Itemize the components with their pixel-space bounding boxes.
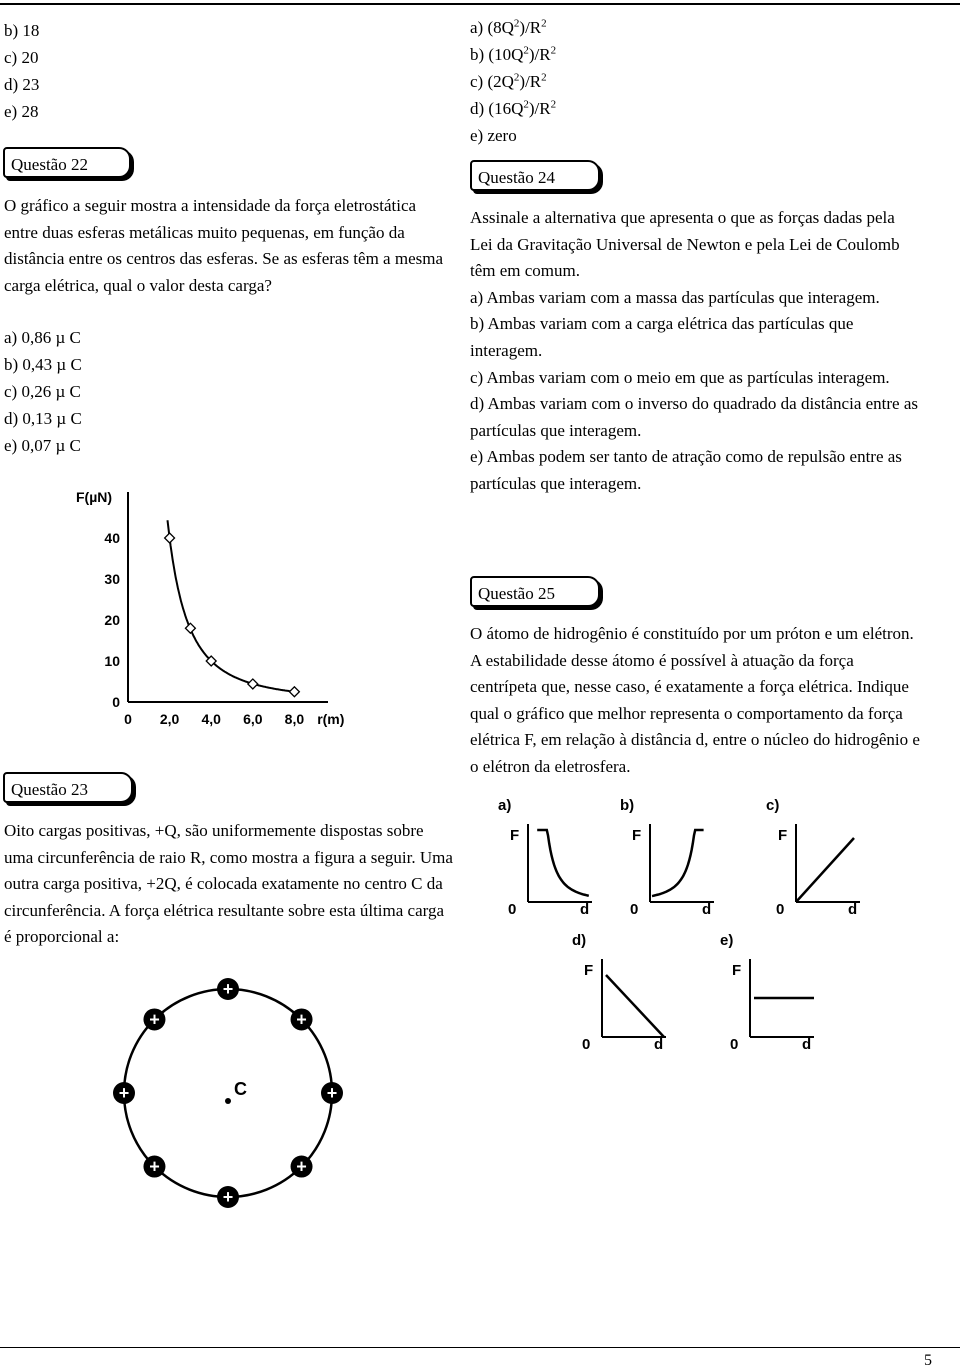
charges-circle-figure xyxy=(100,975,360,1225)
q23-option: b) $(10Q^2)/R^2$ xyxy=(470,44,557,64)
q24-text xyxy=(470,205,920,498)
q23-text xyxy=(4,818,454,951)
force-curve xyxy=(168,520,295,691)
q21-options xyxy=(4,17,39,125)
graph-origin-label: 0 xyxy=(582,1036,591,1053)
graph-x-label: d xyxy=(702,901,712,918)
y-tick-label: 30 xyxy=(104,571,120,587)
q24-label: Questão 24 xyxy=(470,160,600,191)
x-tick-label: 6,0 xyxy=(243,711,263,727)
graph-curve xyxy=(537,830,589,896)
q22-option: b) 0,43 µ C xyxy=(4,355,82,374)
graph-letter: e) xyxy=(720,932,734,949)
graph-curve xyxy=(652,830,704,896)
y-tick-label: 0 xyxy=(112,694,120,710)
q24-option: b) Ambas variam com a carga elétrica das partículas que interagem. xyxy=(470,314,854,360)
x-tick-label: 0 xyxy=(124,711,132,727)
q24-option: a) Ambas variam com a massa das partículas que interagem. xyxy=(470,287,880,307)
charge-sign: + xyxy=(326,1083,338,1103)
graph-x-label: d xyxy=(580,901,590,918)
graph-origin-label: 0 xyxy=(508,901,517,918)
page-number: 5 xyxy=(924,1352,932,1369)
q22-statement: O gráfico a seguir mostra a intensidade da força eletrostática entre duas esferas metálicas muito pequenas, em função da distância entre os centros das esferas. Se as esferas têm a mesma carga elétrica, qual o valor desta carga? xyxy=(4,196,443,295)
q21-option: b) 18 xyxy=(4,21,40,40)
q25-graph xyxy=(766,797,860,918)
graph-y-label: F xyxy=(510,827,520,844)
q25-text xyxy=(470,621,925,781)
y-tick-label: 40 xyxy=(104,530,120,546)
graph-curve xyxy=(796,838,854,902)
graph-curve xyxy=(606,975,664,1037)
data-point xyxy=(165,533,175,543)
graph-letter: d) xyxy=(572,932,587,949)
q25-graphs xyxy=(480,790,900,1060)
q24-option: e) Ambas podem ser tanto de atração como de repulsão entre as partículas que interagem. xyxy=(470,447,902,493)
x-tick-label: 4,0 xyxy=(201,711,221,727)
graph-letter: b) xyxy=(620,797,635,814)
data-point xyxy=(185,623,195,633)
charge-sign: + xyxy=(296,1009,307,1030)
q25-label: Questão 25 xyxy=(470,576,600,607)
graph-origin-label: 0 xyxy=(630,901,639,918)
charge-sign: + xyxy=(149,1156,160,1177)
q24-option: d) Ambas variam com o inverso do quadrado da distância entre as partículas que interagem. xyxy=(470,394,919,440)
q23-label: Questão 23 xyxy=(3,772,133,803)
q23-options xyxy=(470,14,556,149)
q23-option: e) zero xyxy=(470,126,517,145)
q21-option: c) 20 xyxy=(4,48,39,67)
graph-y-label: F xyxy=(632,827,642,844)
q22-text xyxy=(4,193,452,299)
x-tick-label: 2,0 xyxy=(159,711,180,727)
q25-graph xyxy=(572,932,666,1053)
y-tick-label: 20 xyxy=(104,612,120,628)
charge-sign: + xyxy=(222,979,234,999)
q23-option: d) $(16Q^2)/R^2$ xyxy=(470,98,557,118)
graph-x-label: d xyxy=(654,1036,664,1053)
graph-letter: a) xyxy=(498,797,512,814)
q24-statement: Assinale a alternativa que apresenta o que as forças dadas pela Lei da Gravitação Universal de Newton e pela Lei de Coulomb têm em comum. xyxy=(470,208,900,281)
graph-origin-label: 0 xyxy=(776,901,785,918)
graph-x-label: d xyxy=(848,901,858,918)
charge-sign: + xyxy=(149,1009,160,1030)
graph-letter: c) xyxy=(766,797,780,814)
q25-graph xyxy=(720,932,814,1053)
charge-sign: + xyxy=(118,1083,130,1103)
graph-y-label: F xyxy=(584,962,594,979)
q22-option: d) 0,13 µ C xyxy=(4,409,82,428)
center-label: C xyxy=(234,1079,247,1099)
q21-option: e) 28 xyxy=(4,102,39,121)
graph-x-label: d xyxy=(802,1036,812,1053)
q22-option: a) 0,86 µ C xyxy=(4,328,81,347)
data-point xyxy=(248,679,258,689)
y-tick-label: 10 xyxy=(104,653,120,669)
q25-statement: O átomo de hidrogênio é constituído por um próton e um elétron. A estabilidade desse átomo é possível à atuação da força centrípeta que, nesse caso, é exatamente a força elétrica. Indique qual o gráfico que melhor representa o comportamento da força elétrica F, em relação à distância d, entre o núcleo do hidrogênio e o elétron da eletrosfera. xyxy=(470,624,920,776)
x-tick-label: 8,0 xyxy=(284,711,305,727)
q21-option: d) 23 xyxy=(4,75,40,94)
y-axis-label: F(µN) xyxy=(76,489,113,505)
top-rule xyxy=(0,3,960,5)
q25-graph xyxy=(498,797,592,918)
q22-label: Questão 22 xyxy=(3,147,131,178)
q22-options xyxy=(4,324,82,459)
charge-sign: + xyxy=(296,1156,307,1177)
graph-y-label: F xyxy=(732,962,742,979)
data-point xyxy=(289,687,299,697)
force-distance-chart xyxy=(60,480,380,730)
x-axis-label: r(m) xyxy=(317,711,345,727)
graph-y-label: F xyxy=(778,827,788,844)
q25-graph xyxy=(620,797,714,918)
graph-origin-label: 0 xyxy=(730,1036,739,1053)
q22-option: e) 0,07 µ C xyxy=(4,436,81,455)
q23-option: c) $(2Q^2)/R^2$ xyxy=(470,71,547,91)
q23-option: a) $(8Q^2)/R^2$ xyxy=(470,17,547,37)
center-point xyxy=(225,1098,231,1104)
q23-statement: Oito cargas positivas, +Q, são uniformemente dispostas sobre uma circunferência de raio R, como mostra a figura a seguir. Uma outra carga positiva, +2Q, é colocada exatamente no centro C da circunferência. A força elétrica resultante sobre esta última carga é proporcional a: xyxy=(4,821,453,947)
q22-option: c) 0,26 µ C xyxy=(4,382,81,401)
bottom-rule xyxy=(0,1347,960,1348)
q24-option: c) Ambas variam com o meio em que as partículas interagem. xyxy=(470,367,890,387)
charge-sign: + xyxy=(222,1187,234,1207)
